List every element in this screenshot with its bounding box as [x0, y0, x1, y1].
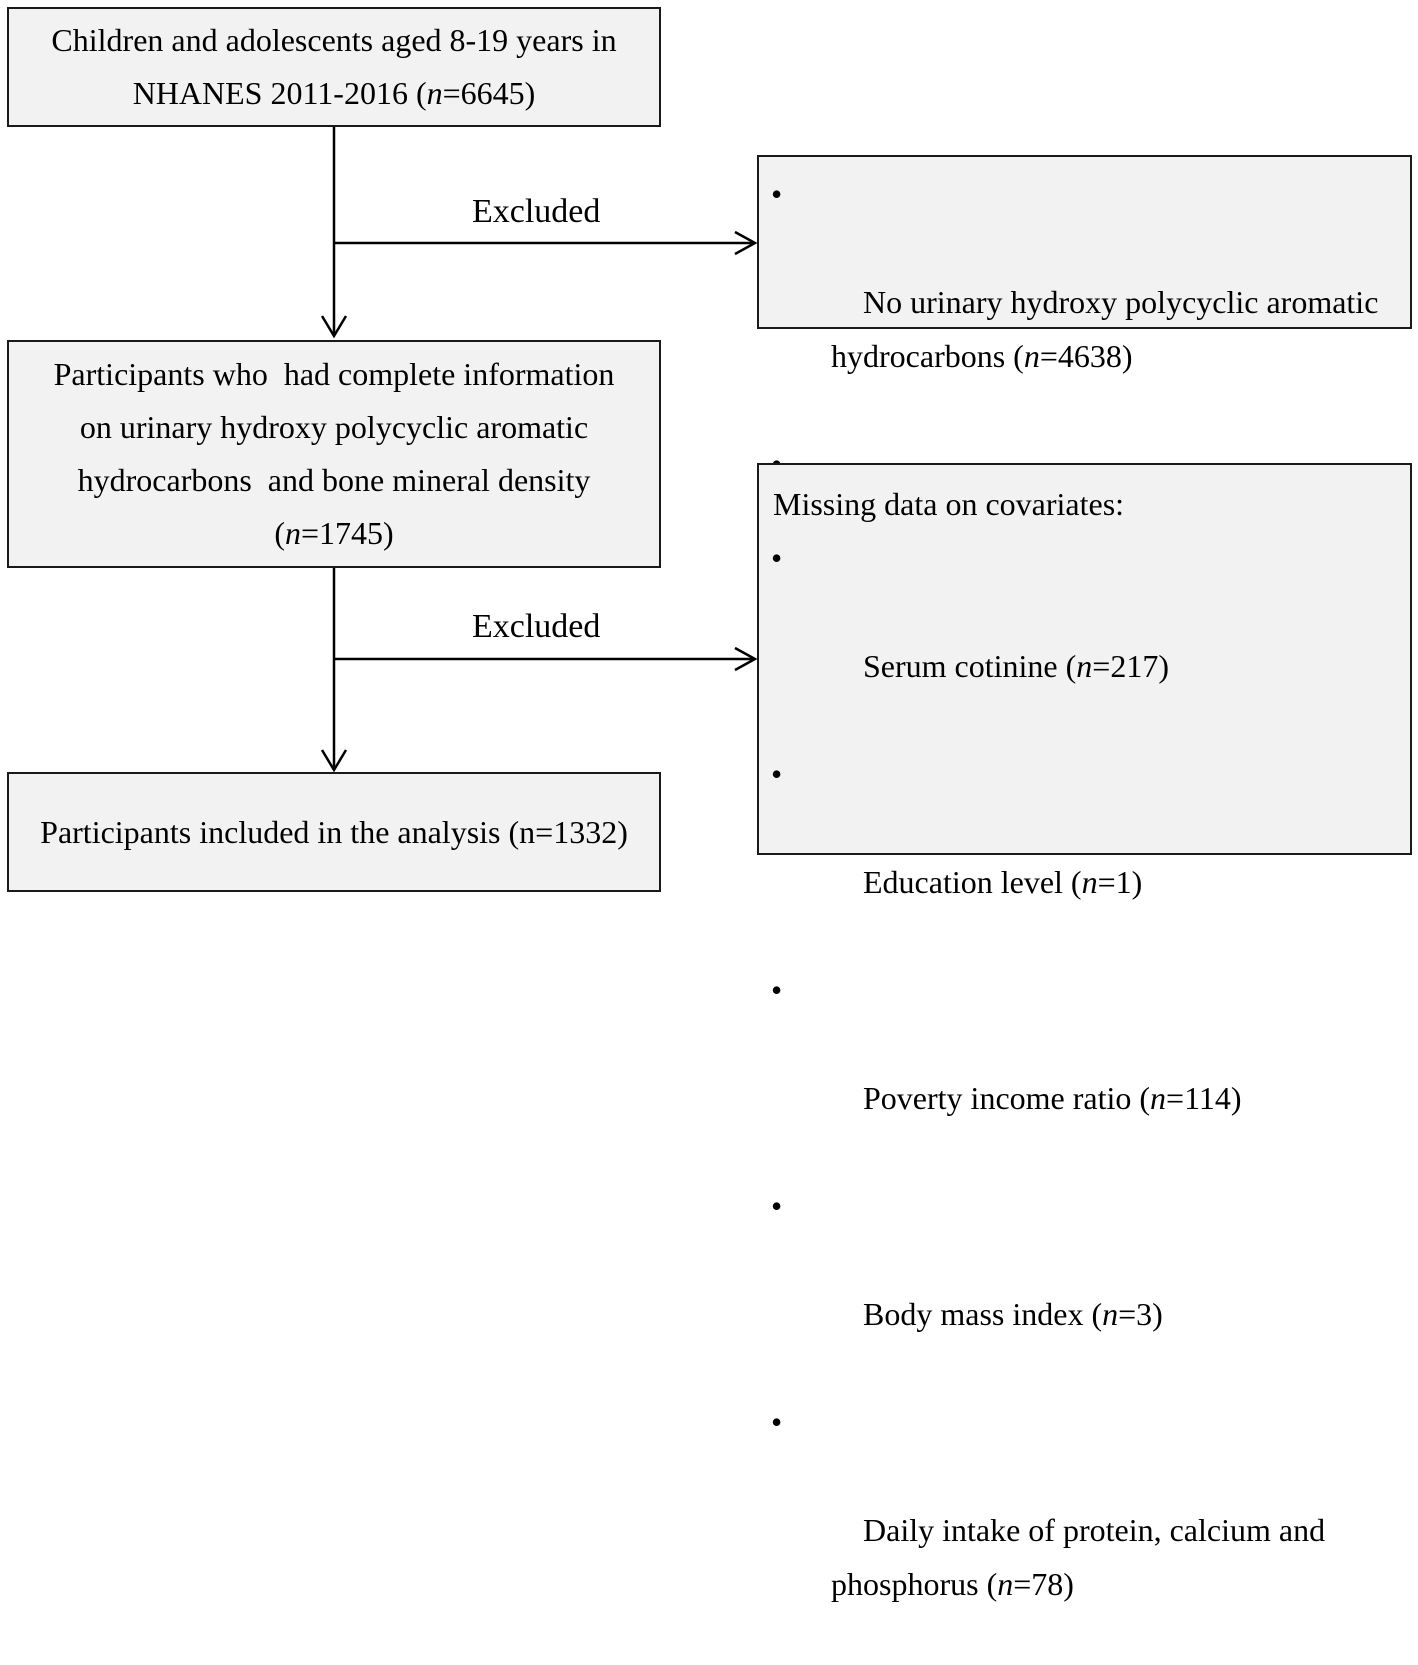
complete-info-line4: (n=1745) [274, 515, 394, 551]
exclusion-box-2 [757, 463, 1412, 1602]
initial-population-line1: Children and adolescents aged 8-19 years in [51, 22, 617, 58]
initial-population-line2: NHANES 2011-2016 (n=6645) [132, 75, 536, 111]
bullet-icon: • [771, 972, 783, 1008]
excluded-label-2: Excluded [472, 608, 601, 645]
covariate-item-poverty: • Poverty income ratio (n=114) [759, 963, 1410, 1179]
bullet-icon: • [771, 540, 783, 576]
complete-info-line2: on urinary hydroxy polycyclic aromatic [79, 409, 589, 445]
covariate-item-education: • Education level (n=1) [759, 747, 1410, 963]
complete-info-box [7, 340, 661, 568]
final-sample-box [7, 772, 661, 892]
bullet-icon: • [771, 1404, 783, 1440]
initial-population-box [7, 7, 661, 127]
exclusion-1-item-1: • No urinary hydroxy polycyclic aromatic hydrocarbons (n=4638) [759, 167, 1410, 437]
complete-info-line1: Participants who had complete information [53, 356, 615, 392]
excluded-label-1: Excluded [472, 193, 601, 230]
bullet-icon: • [771, 756, 783, 792]
bullet-icon: • [771, 176, 783, 212]
covariate-item-bmi: • Body mass index (n=3) [759, 1179, 1410, 1395]
covariates-heading: Missing data on covariates: [773, 486, 1125, 522]
covariate-item-daily-intake: • Daily intake of protein, calcium and phosphorus (n=78) [759, 1395, 1410, 1665]
final-sample-text: Participants included in the analysis (n=1332) [40, 813, 628, 850]
exclusion-box-1 [757, 155, 1412, 374]
bullet-icon: • [771, 1188, 783, 1224]
complete-info-line3: hydrocarbons and bone mineral density [77, 462, 591, 498]
covariate-item-serum-cotinine: • Serum cotinine (n=217) [759, 531, 1410, 747]
